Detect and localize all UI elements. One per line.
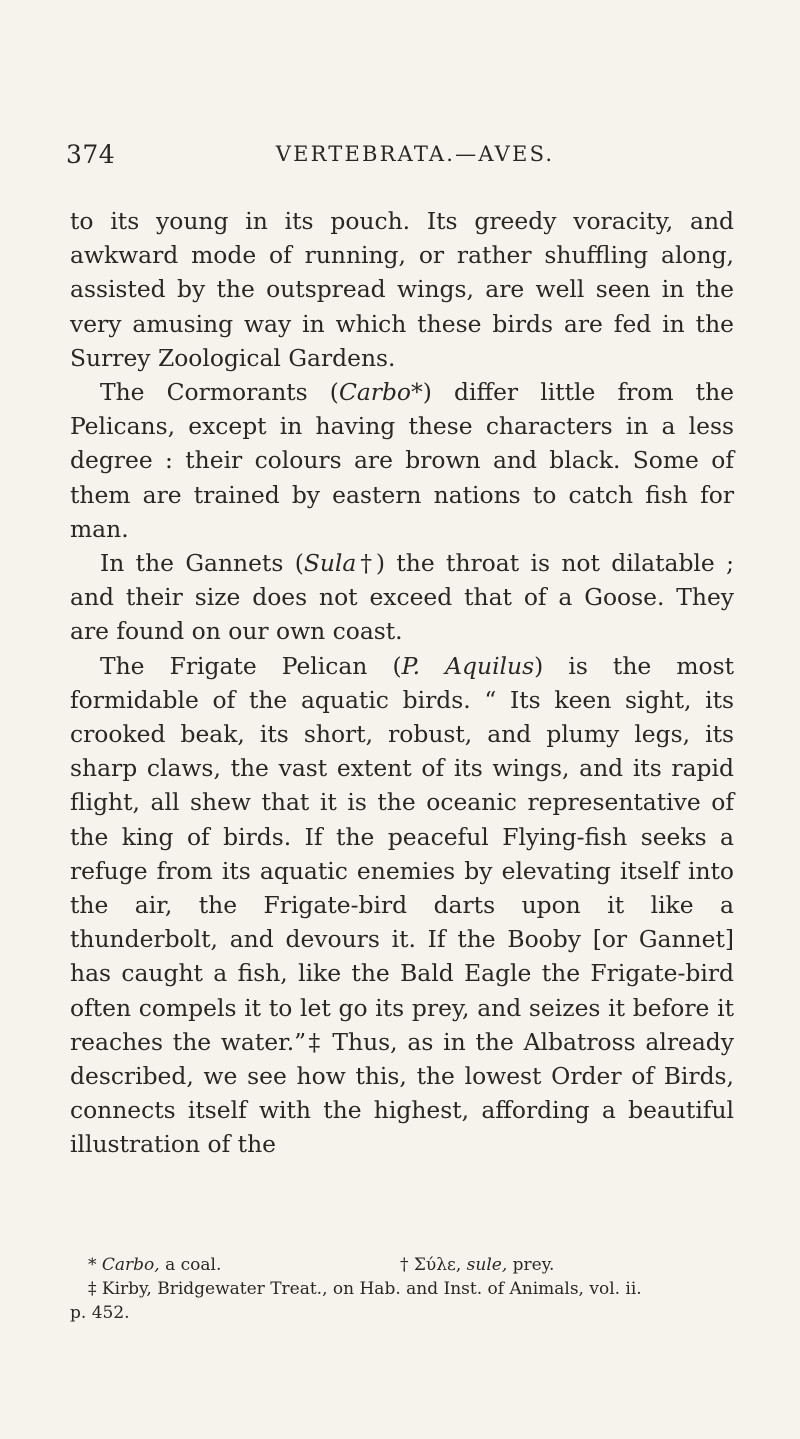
footnote-star (70, 1253, 400, 1277)
footnote-dagger-text: prey. (507, 1255, 555, 1275)
paragraph-4-text-cont: ) is the most formidable of the aquatic birds. “ Its keen sight, its crooked beak, its short, robust, and plumy legs, its sharp claws, the vast extent of its wings, and its rapid flight, all shew that it is the oceanic representative of the king of birds. If the peaceful Flying-fish seeks a refuge from its aquatic enemies by elevating itself into the air, the Frigate-bird darts upon it like a thunderbolt, and devours it. If the Booby [or Gannet] has caught a fish, like the Bald Eagle the Frigate-bird often compels it to let go its prey, and seizes it before it reaches the water.” (70, 651, 735, 1056)
paragraph-2 (70, 375, 734, 546)
footnote-dagger (400, 1253, 734, 1277)
paragraph-2-text-cont: ) differ little from the Pelicans, except in having these characters in a less degree : their colours are brown and black. Some of them are trained by eastern nations to catch fish for man. (70, 378, 734, 543)
body-text (70, 204, 734, 1162)
paragraph-3-text-cont: ) the throat is not dilatable ; and their size does not exceed that of a Goose. They are found on our own coast. (70, 549, 734, 646)
paragraph-1 (70, 204, 734, 375)
footnote-dagger-word: sule, (466, 1255, 508, 1275)
footnote-mark-star: * (411, 378, 423, 407)
genus-carbo: Carbo (338, 378, 412, 407)
paragraph-1-text: to its young in its pouch. Its greedy voracity, and awkward mode of running, or rather shuffling along, assisted by the outspread wings, are well seen in the very amusing way in which these birds are fed in the Surrey Zoological Gardens. (70, 207, 734, 372)
footnote-star-term: Carbo, (101, 1255, 160, 1275)
paragraph-3 (70, 546, 734, 649)
running-head: VERTEBRATA.—AVES. (275, 142, 555, 166)
footnote-double-dagger-mark: ‡ (88, 1279, 97, 1299)
footnote-dagger-term: Σύλε, (413, 1255, 462, 1275)
paragraph-2-text: The Cormorants ( (100, 378, 339, 407)
footnote-dagger-mark: † (400, 1255, 409, 1275)
footnote-double-dagger-text: Kirby, Bridgewater Treat., on Hab. and Inst. of Animals, vol. ii. (96, 1279, 642, 1299)
paragraph-4-text-end: Thus, as in the Albatross already described, we see how this, the lowest Order of Birds, connects itself with the highest, affording a beautiful illustration of the (70, 1027, 734, 1159)
paragraph-4 (70, 649, 734, 1162)
footnote-mark-dagger: † (356, 549, 376, 578)
paragraph-3-text: In the Gannets ( (100, 549, 304, 578)
footnote-row-1 (70, 1253, 734, 1277)
footnote-double-dagger (70, 1277, 734, 1301)
footnotes (70, 1253, 734, 1325)
footnote-double-dagger-cont: p. 452. (70, 1303, 130, 1323)
genus-sula: Sula (303, 549, 357, 578)
paragraph-4-text: The Frigate Pelican ( (100, 651, 402, 680)
page-number: 374 (66, 140, 116, 169)
footnote-mark-double-dagger: ‡ (306, 1027, 323, 1056)
footnote-star-mark: * (88, 1255, 97, 1275)
species-p-aquilus: P. Aquilus (401, 651, 535, 680)
footnote-star-text: a coal. (159, 1255, 222, 1275)
